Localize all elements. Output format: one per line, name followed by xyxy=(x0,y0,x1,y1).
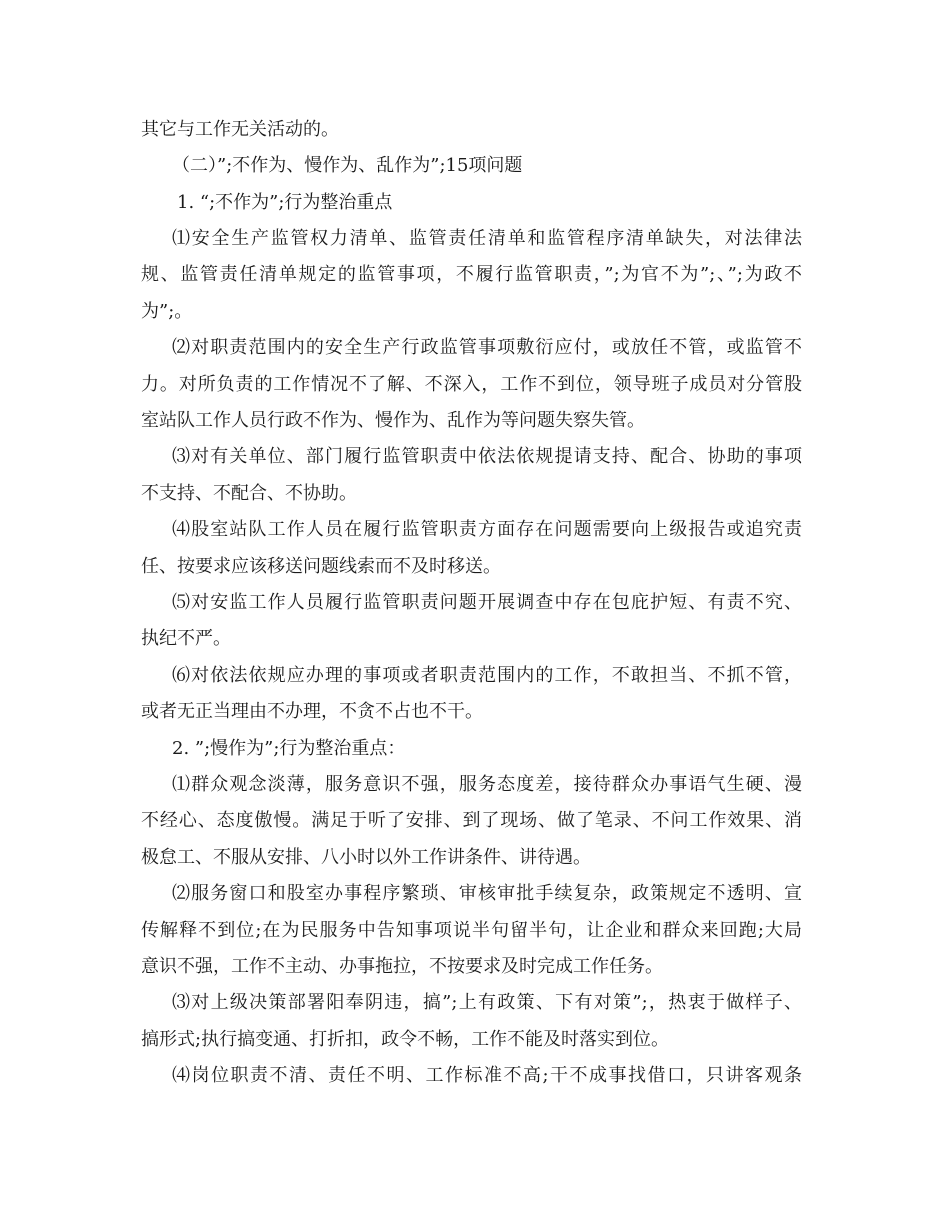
text-line: ⑶对上级决策部署阳奉阴违，搞”;上有政策、下有对策”;，热衷于做样子、 xyxy=(172,992,802,1013)
text-line: ⑵服务窗口和股室办事程序繁琐、审核审批手续复杂，政策规定不透明、宣 xyxy=(172,883,802,904)
text-line: ⑴群众观念淡薄，服务意识不强，服务态度差，接待群众办事语气生硬、漫 xyxy=(172,774,802,795)
text-line: 规、监管责任清单规定的监管事项，不履行监管职责，”;为官不为”;、”;为政不 xyxy=(141,264,802,285)
text-line: 为”;。 xyxy=(141,301,193,322)
subsection-heading: 2. ”;慢作为”;行为整治重点： xyxy=(172,738,406,759)
subsection-heading: 1. “;不作为”;行为整治重点 xyxy=(177,192,393,213)
text-line: 意识不强，工作不主动、办事拖拉，不按要求及时完成工作任务。 xyxy=(141,956,663,977)
text-line: ⑷岗位职责不清、责任不明、工作标准不高;干不成事找借口，只讲客观条 xyxy=(172,1065,802,1086)
text-line: 或者无正当理由不办理，不贪不占也不干。 xyxy=(141,701,483,722)
text-line: ⑹对依法依规应办理的事项或者职责范围内的工作，不敢担当、不抓不管， xyxy=(172,665,802,686)
text-line: 执纪不严。 xyxy=(141,628,231,649)
text-line: ⑴安全生产监管权力清单、监管责任清单和监管程序清单缺失，对法律法 xyxy=(172,228,802,249)
text-line: 室站队工作人员行政不作为、慢作为、乱作为等问题失察失管。 xyxy=(141,410,645,431)
text-line: ⑸对安监工作人员履行监管职责问题开展调查中存在包庇护短、有责不究、 xyxy=(172,592,802,613)
text-line: 不经心、态度傲慢。满足于听了安排、到了现场、做了笔录、不问工作效果、消 xyxy=(141,810,802,831)
text-line: 力。对所负责的工作情况不了解、不深入，工作不到位，领导班子成员对分管股 xyxy=(141,374,802,395)
text-line: ⑵对职责范围内的安全生产行政监管事项敷衍应付，或放任不管，或监管不 xyxy=(172,337,802,358)
text-line: 搞形式;执行搞变通、打折扣，政令不畅，工作不能及时落实到位。 xyxy=(141,1029,670,1050)
text-line: 不支持、不配合、不协助。 xyxy=(141,483,357,504)
text-line: 其它与工作无关活动的。 xyxy=(141,119,339,140)
text-line: 任、按要求应该移送问题线索而不及时移送。 xyxy=(141,556,501,577)
text-line: 极怠工、不服从安排、八小时以外工作讲条件、讲待遇。 xyxy=(141,847,591,868)
text-line: ⑶对有关单位、部门履行监管职责中依法依规提请支持、配合、协助的事项 xyxy=(172,446,802,467)
section-heading: （二）”;不作为、慢作为、乱作为”;15项问题 xyxy=(172,155,523,176)
text-line: 传解释不到位;在为民服务中告知事项说半句留半句，让企业和群众来回跑;大局 xyxy=(141,920,802,941)
text-line: ⑷股室站队工作人员在履行监管职责方面存在问题需要向上级报告或追究责 xyxy=(172,519,802,540)
